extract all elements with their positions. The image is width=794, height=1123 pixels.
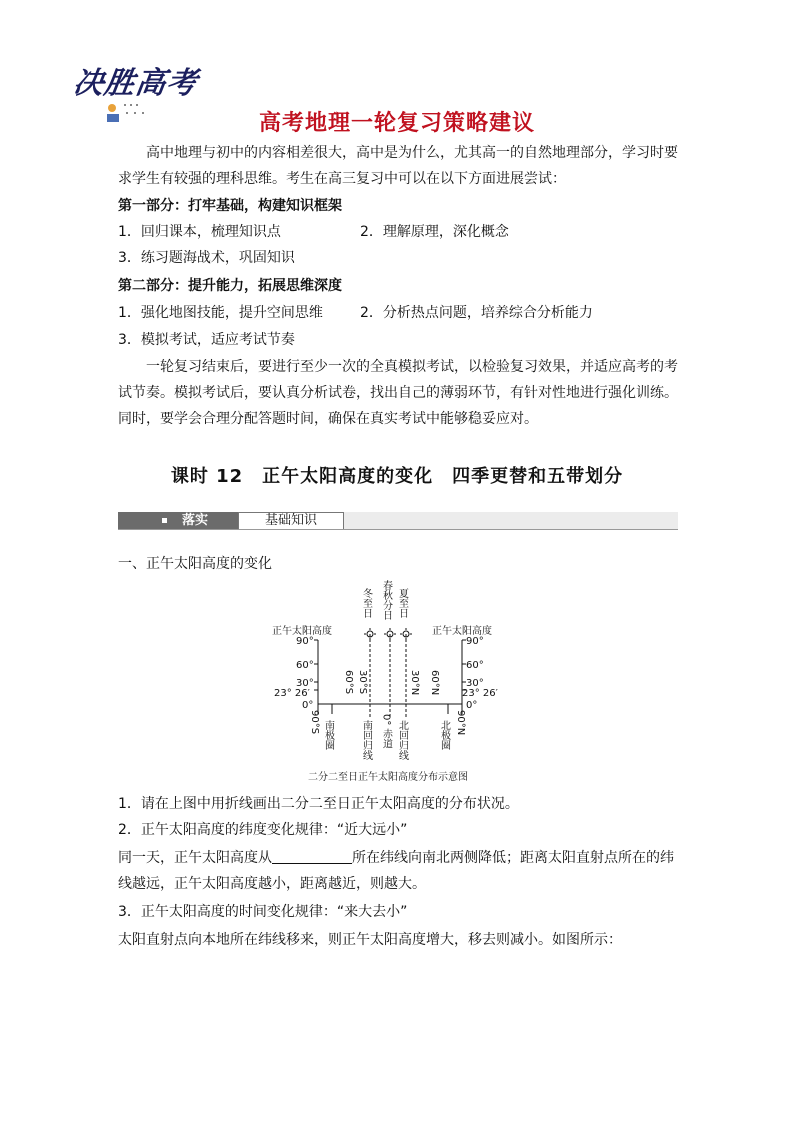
logo-text: 决胜高考 [71, 66, 200, 101]
right-tick-0: 0° [466, 700, 478, 711]
lesson-title: 课时 12 正午太阳高度的变化 四季更替和五带划分 [170, 466, 624, 487]
left-tick-30: 30° [296, 678, 314, 689]
lat-label-60n: 60°N [429, 670, 440, 696]
question-3-body: 太阳直射点向本地所在纬线移来，则正午太阳高度增大，移去则减小。如图所示： [118, 932, 622, 948]
band-label-text: 落实 [182, 513, 209, 528]
square-bullet-icon [162, 518, 167, 523]
question-1: 1．请在上图中用折线画出二分二至日正午太阳高度的分布状况。 [118, 796, 519, 812]
top-label-equinox: 春秋分日 [380, 580, 392, 620]
band-label [118, 512, 238, 530]
top-label-winter: 冬至日 [360, 588, 372, 618]
question-2-line-1 [118, 848, 674, 868]
section-band [118, 512, 678, 530]
diagram-caption: 二分二至日正午太阳高度分布示意图 [308, 772, 468, 783]
right-tick-90: 90° [466, 636, 484, 647]
right-tick-23: 23° 26′ [462, 688, 498, 699]
lat-label-60s: 60°S [343, 670, 354, 695]
left-tick-23: 23° 26′ [274, 688, 310, 699]
lat-label-30n: 30°N [409, 670, 420, 696]
axis-label-left: 正午太阳高度 [272, 626, 332, 637]
left-tick-60: 60° [296, 660, 314, 671]
band-tab: 基础知识 [238, 512, 344, 530]
closing-paragraph: 一轮复习结束后，要进行至少一次的全真模拟考试，以检验复习效果，并适应高考的考试节奏。模拟考试后，要认真分析试卷，找出自己的薄弱环节，有针对性地进行强化训练。同时，要学会合理分配答题时间，确保在真实考试中能够稳妥应对。 [118, 359, 678, 427]
part2-item-3: 3．模拟考试，适应考试节奏 [118, 332, 295, 348]
question-3-title: 3．正午太阳高度的时间变化规律：“来大去小” [118, 904, 408, 920]
intro-paragraph: 高中地理与初中的内容相差很大，高中是为什么，尤其高一的自然地理部分，学习时要求学生有较强的理科思维。考生在高三复习中可以在以下方面进展尝试： [118, 145, 678, 187]
bottom-label-capricorn: 南回归线 [360, 720, 372, 760]
part1-item-1: 1．回归课本，梳理知识点 [118, 224, 281, 240]
bottom-label-cancer: 北回归线 [396, 720, 408, 760]
top-label-summer: 夏至日 [396, 588, 408, 618]
question-2-line-1-post: 所在纬线向南北两侧降低；距离太阳直射点所在的纬 [352, 850, 674, 866]
bottom-label-antarctic: 南极圈 [322, 720, 334, 750]
answer-blank[interactable] [272, 849, 352, 864]
section1-heading: 一、正午太阳高度的变化 [118, 556, 272, 572]
part2-item-2: 2．分析热点问题，培养综合分析能力 [360, 305, 593, 321]
bottom-label-equator: 0° 赤道 [380, 714, 392, 749]
left-tick-90: 90° [296, 636, 314, 647]
bottom-label-90s: 90°S [309, 710, 320, 735]
bottom-label-90n: 90°N [455, 710, 466, 736]
question-2-line-1-pre: 同一天，正午太阳高度从 [118, 850, 272, 866]
main-title: 高考地理一轮复习策略建议 [258, 111, 535, 136]
axis-label-right: 正午太阳高度 [432, 626, 492, 637]
part1-item-3: 3．练习题海战术，巩固知识 [118, 250, 295, 266]
noon-sun-altitude-diagram [260, 578, 530, 788]
part1-heading: 第一部分：打牢基础，构建知识框架 [118, 198, 342, 214]
bottom-label-arctic: 北极圈 [438, 720, 450, 750]
left-tick-0: 0° [302, 700, 314, 711]
part1-item-2: 2．理解原理，深化概念 [360, 224, 509, 240]
lat-label-30s: 30°S [357, 670, 368, 695]
question-2-line-2: 线越远，正午太阳高度越小，距离越近，则越大。 [118, 876, 426, 892]
right-tick-30: 30° [466, 678, 484, 689]
band-divider [118, 529, 678, 530]
part2-item-1: 1．强化地图技能，提升空间思维 [118, 305, 323, 321]
right-tick-60: 60° [466, 660, 484, 671]
part2-heading: 第二部分：提升能力，拓展思维深度 [118, 278, 342, 294]
question-2-title: 2．正午太阳高度的纬度变化规律：“近大远小” [118, 822, 408, 838]
